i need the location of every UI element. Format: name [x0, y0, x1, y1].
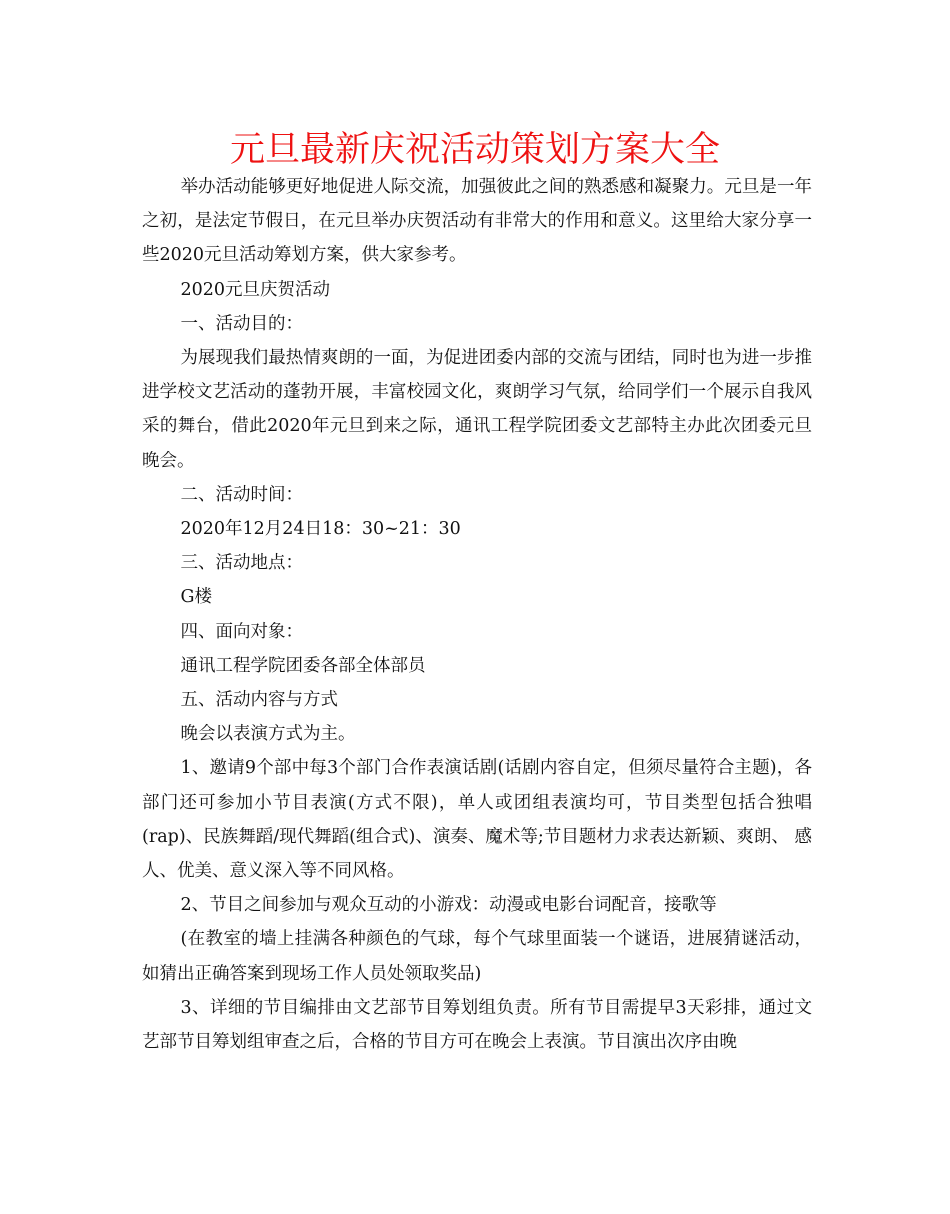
- content-item-2: 2、节目之间参加与观众互动的小游戏：动漫或电影台词配音，接歌等: [180, 895, 717, 916]
- section-heading: 2020元旦庆贺活动: [180, 279, 331, 300]
- content-item-1: 1、邀请9个部中每3个部门合作表演话剧(话剧内容自定，但须尽量符合主题)，各部门还可参加小节目表演(方式不限)，单人或团组表演均可，节目类型包括合独唱(rap)、民族舞蹈/现代舞蹈(组合式)、演奏、魔术等;节目题材力求表达新颖、爽朗、 感人、优美、意义深入等不同风格。: [142, 758, 812, 882]
- content-item-2-note: (在教室的墙上挂满各种颜色的气球，每个气球里面装一个谜语，进展猜谜活动，如猜出正确答案到现场工作人员处领取奖品): [142, 929, 812, 984]
- audience-value: 通讯工程学院团委各部全体部员: [180, 655, 426, 676]
- subheading-content: 五、活动内容与方式: [180, 690, 338, 711]
- time-value: 2020年12月24日18：30~21：30: [180, 519, 461, 540]
- subheading-location: 三、活动地点：: [180, 553, 303, 574]
- subheading-purpose: 一、活动目的：: [180, 313, 303, 334]
- document-body: [142, 170, 812, 1059]
- document-title: 元旦最新庆祝活动策划方案大全: [229, 130, 720, 170]
- intro-paragraph: 举办活动能够更好地促进人际交流，加强彼此之间的熟悉感和凝聚力。元旦是一年之初，是法定节假日，在元旦举办庆贺活动有非常大的作用和意义。这里给大家分享一些2020元旦活动筹划方案，供大家参考。: [142, 177, 812, 266]
- purpose-paragraph: 为展现我们最热情爽朗的一面，为促进团委内部的交流与团结，同时也为进一步推进学校文艺活动的蓬勃开展，丰富校园文化，爽朗学习气氛，给同学们一个展示自我风采的舞台，借此2020年元旦到来之际，通讯工程学院团委文艺部特主办此次团委元旦晚会。: [142, 348, 812, 471]
- location-value: G楼: [180, 587, 212, 608]
- content-item-3: 3、详细的节目编排由文艺部节目筹划组负责。所有节目需提早3天彩排，通过文艺部节目筹划组审查之后，合格的节目方可在晚会上表演。节目演出次序由晚: [142, 997, 812, 1053]
- subheading-audience: 四、面向对象：: [180, 621, 303, 642]
- content-intro: 晚会以表演方式为主。: [180, 724, 356, 745]
- subheading-time: 二、活动时间：: [180, 484, 303, 505]
